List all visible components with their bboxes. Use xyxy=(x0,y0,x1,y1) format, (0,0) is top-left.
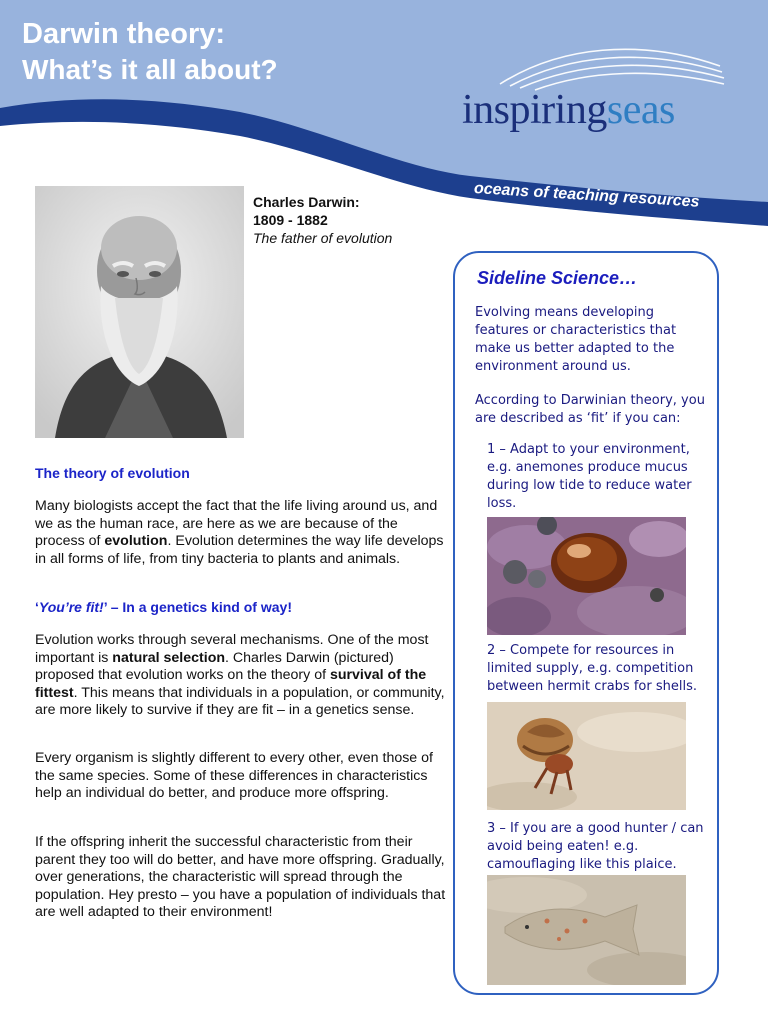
heading-quote-open: ‘ xyxy=(35,599,39,615)
logo-word-inspiring: inspiring xyxy=(462,87,607,133)
ns-text-c: . This means that individuals in a population, or community, are more likely to survive if they are fit – in a genetics sense. xyxy=(35,684,445,718)
heading-youre-fit-rest: ’ – In a genetics kind of way! xyxy=(103,599,292,615)
heading-youre-fit xyxy=(35,599,292,615)
paragraph-offspring: If the offspring inherit the successful characteristic from their parent they too will do better, and have more offspring. Gradually, over generations, the characteristic will spread through the population. Hey presto – you have a population of individuals that are well adapted to their environment! xyxy=(35,834,446,920)
sidebar-item-3: 3 – If you are a good hunter / can avoid being eaten! e.g. camouflaging like this plaice. xyxy=(487,821,704,872)
heading-youre-fit-italic: You’re fit! xyxy=(38,599,104,615)
inspiringseas-logo xyxy=(462,86,675,134)
caption-name: Charles Darwin: xyxy=(253,194,360,210)
anemone-photo xyxy=(487,517,686,635)
sidebar-intro-1: Evolving means developing features or characteristics that make us better adapted to the environment around us. xyxy=(475,305,677,374)
tagline: oceans of teaching resources xyxy=(473,180,700,211)
ns-bold-natural-selection: natural selection xyxy=(112,649,226,666)
hermit-crab-photo xyxy=(487,702,686,810)
ns-text-b: . Charles Darwin (pictured) proposed that evolution works on the theory of xyxy=(35,649,394,683)
sidebar-intro-2: According to Darwinian theory, you are described as ‘fit’ if you can: xyxy=(475,393,705,426)
paragraph-intro xyxy=(35,498,447,568)
ns-text-a: Evolution works through several mechanisms. One of the most important is xyxy=(35,632,429,666)
page-subtitle: What’s it all about? xyxy=(22,54,278,85)
caption-years: 1809 - 1882 xyxy=(253,212,328,228)
darwin-portrait-image xyxy=(35,186,244,438)
page-title: Darwin theory: xyxy=(22,18,226,50)
sidebar-title: Sideline Science… xyxy=(477,268,638,288)
sidebar-item-1: 1 – Adapt to your environment, e.g. anemones produce mucus during low tide to reduce water loss. xyxy=(487,442,692,511)
ns-bold-survival: survival of the fittest xyxy=(35,667,427,701)
intro-bold-evolution: evolution xyxy=(104,533,168,549)
caption-subtitle: The father of evolution xyxy=(253,230,393,246)
portrait-caption xyxy=(253,193,392,247)
sidebar-item-2: 2 – Compete for resources in limited supply, e.g. competition between hermit crabs for shells. xyxy=(487,643,697,694)
logo-word-seas: seas xyxy=(606,87,675,133)
plaice-photo xyxy=(487,875,686,985)
heading-theory-of-evolution: The theory of evolution xyxy=(35,465,190,481)
intro-text-a: Many biologists accept the fact that the life living around us, and we as the human race, are here as we are because of the process of xyxy=(35,498,438,549)
intro-text-b: . Evolution determines the way life develops in all forms of life, from tiny bacteria to plants and animals. xyxy=(35,533,444,567)
paragraph-organism-differences: Every organism is slightly different to every other, even those of the same species. Some of these differences in characteristics help an individual do better, and produce more offspring. xyxy=(35,750,433,801)
paragraph-natural-selection xyxy=(35,632,447,720)
